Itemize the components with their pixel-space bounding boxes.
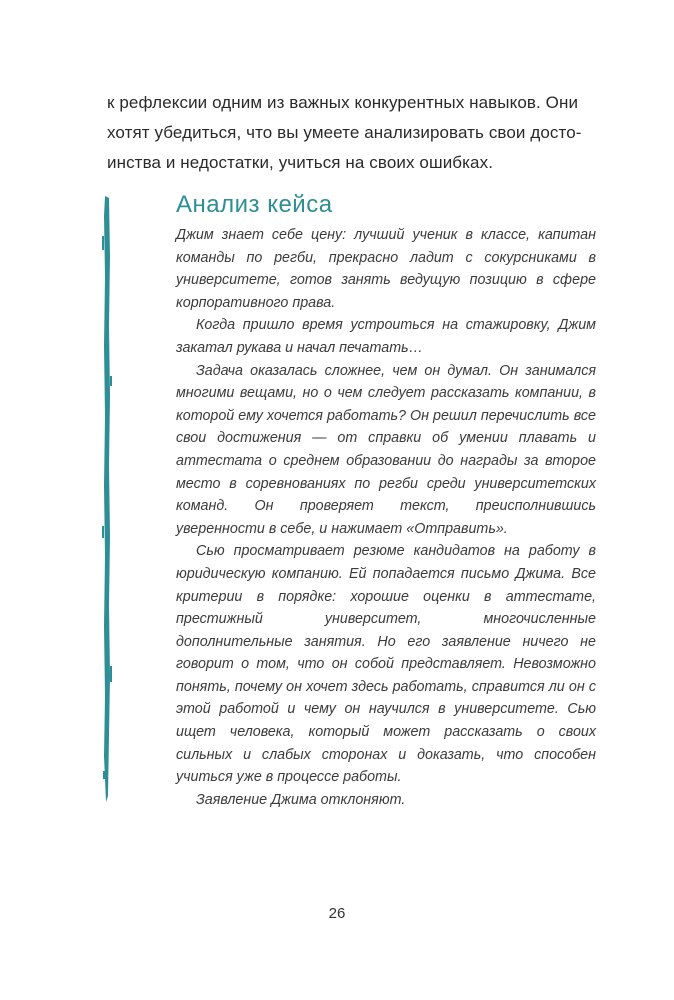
case-study-box [176,188,596,811]
case-paragraph: Джим знает себе цену: лучший ученик в классе, капитан команды по регби, прекрасно ладит с сокурсниками в университете, готов занять ведущую позицию в сфере корпоративного права. [176,227,596,311]
case-paragraph: Сью просматривает резюме кандидатов на работу в юридическую компанию. Ей попадается письмо Джима. Все критерии в порядке: хорошие оценки в аттестате, престижный университет, многочисленные дополнительные занятия. Но его заявление ничего не говорит о том, что он собой представляет. Невозможно понять, почему он хочет здесь работать, справится ли он с этой работой и чему он научился в университете. Сью ищет человека, который может рассказать о своих сильных и слабых сторонах и доказать, что способен учиться уже в процессе работы. [176,543,596,786]
intro-line: инства и недостатки, учиться на своих ошибках. [107,153,494,172]
brush-stroke-divider [100,196,114,802]
case-paragraph: Когда пришло время устроиться на стажировку, Джим закатал рукава и начал печатать… [176,317,596,356]
intro-line: хотят убедиться, что вы умеете анализировать свои досто- [107,123,582,142]
case-study-body [176,224,596,811]
case-paragraph: Задача оказалась сложнее, чем он думал. Он занимался многими вещами, но о чем следует рассказать компании, в которой ему хочется работать? Он решил перечислить все свои достижения — от справки об умении плавать и аттестата о среднем образовании до награды за второе место в соревнованиях по регби среди университетских команд. Он проверяет текст, преисполнившись уверенности в себе, и нажимает «Отправить». [176,362,596,537]
case-paragraph: Заявление Джима отклоняют. [196,791,406,808]
page-number: 26 [328,905,346,922]
case-study-heading: Анализ кейса [176,191,333,218]
intro-line: к рефлексии одним из важных конкурентных навыков. Они [107,93,579,112]
intro-text [107,88,595,178]
